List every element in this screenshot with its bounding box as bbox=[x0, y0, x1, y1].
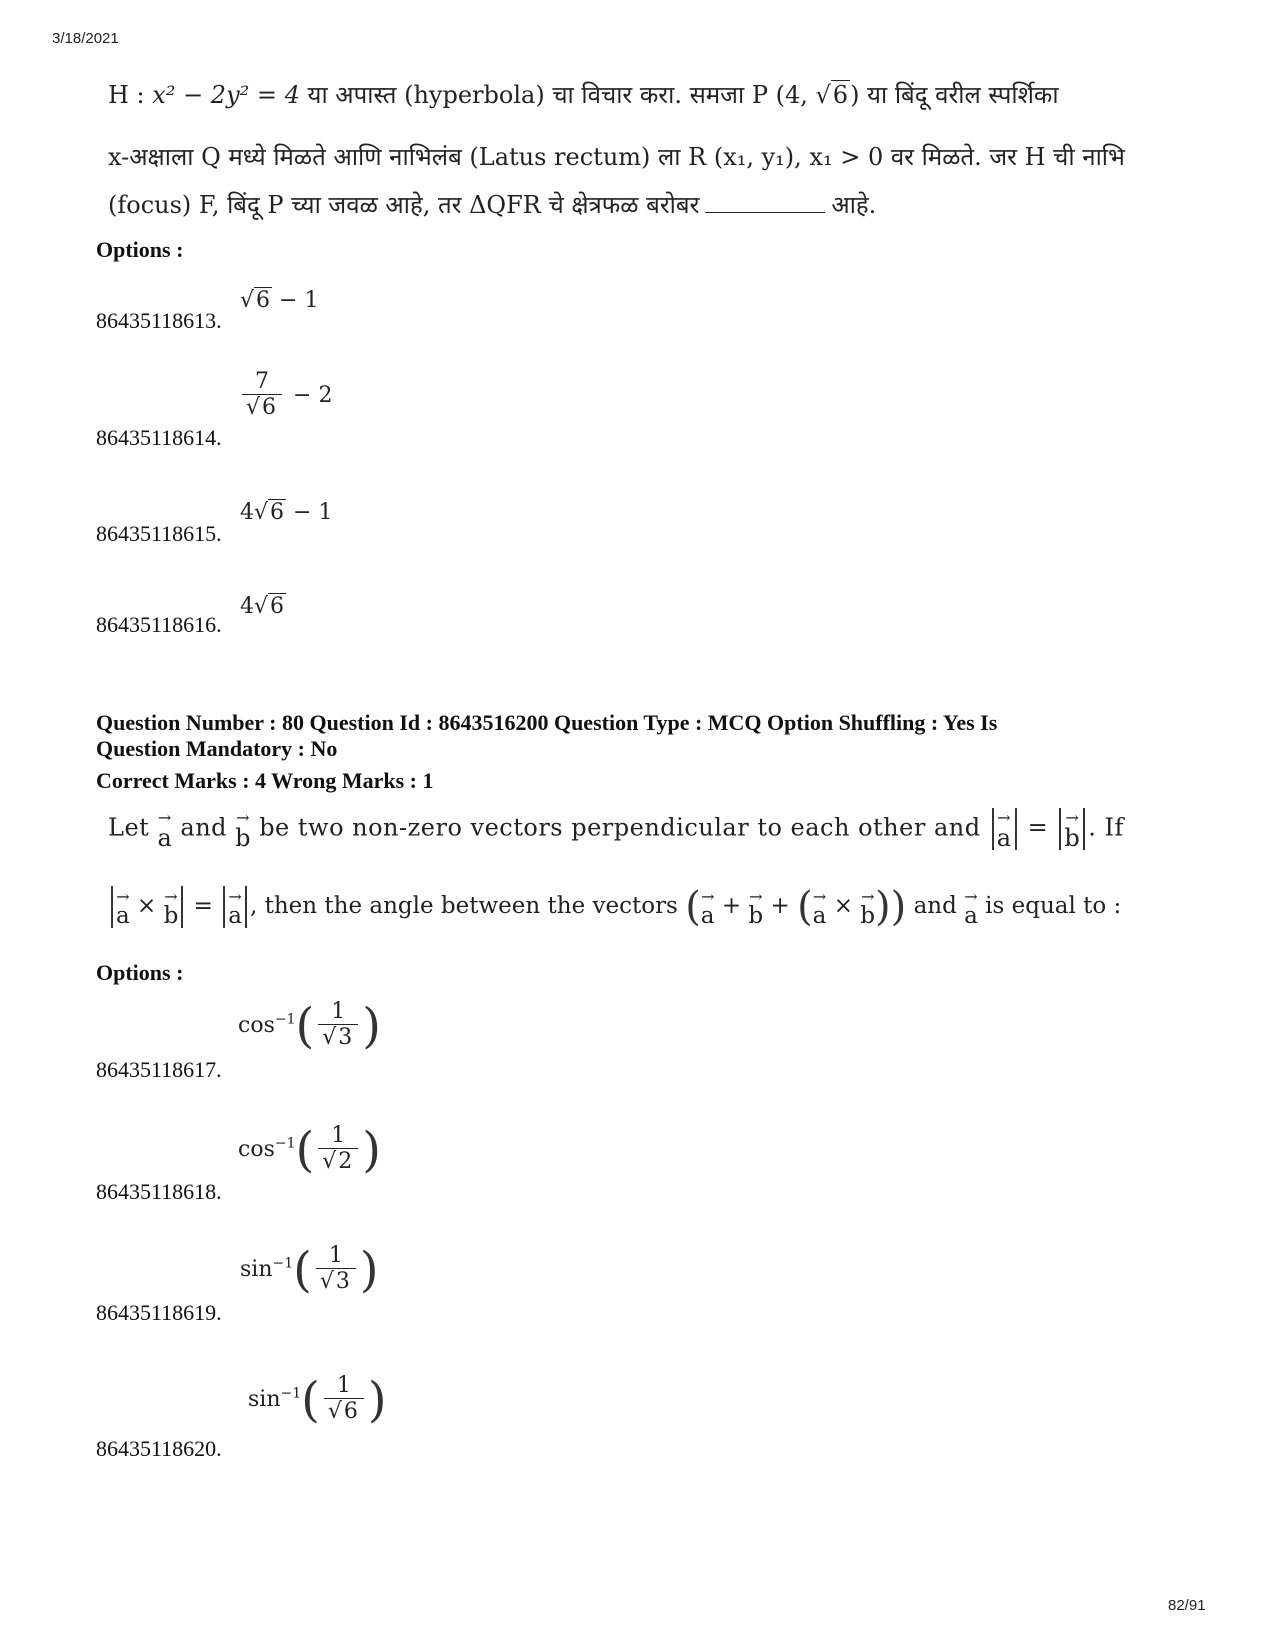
options-label: Options : bbox=[96, 960, 184, 985]
q79-line-2: x-अक्षाला Q मध्ये मिळते आणि नाभिलंब (Latus rectum) ला R (x₁, y₁), x₁ > 0 वर मिळते. जर H ची नाभि bbox=[108, 143, 1125, 171]
option-id: 86435118617. bbox=[96, 1057, 222, 1082]
option-id: 86435118618. bbox=[96, 1179, 222, 1204]
q79-line-3: (focus) F, बिंदू P च्या जवळ आहे, तर ΔQFR चे क्षेत्रफळ बरोबर आहे. bbox=[108, 191, 877, 219]
option-id: 86435118615. bbox=[96, 521, 222, 546]
q80-line-2: → a × → b = → a , then the angle between the vectors ( → a + → b + ( → a × → b )) and → a is equal to : bbox=[108, 886, 1121, 928]
option-value: $\cos^{-1}$( $\frac{1}{√2}$ ) bbox=[238, 1121, 381, 1178]
option-value: $\cos^{-1}$( $\frac{1}{√3}$ ) bbox=[238, 997, 381, 1054]
option-value: √6 − 1 bbox=[240, 288, 319, 313]
sqrt: √6 bbox=[815, 81, 849, 109]
option-id: 86435118620. bbox=[96, 1436, 222, 1461]
hyperbola-equation: x² − 2y² = 4 bbox=[152, 81, 300, 109]
question-marks: Correct Marks : 4 Wrong Marks : 1 bbox=[96, 768, 434, 793]
question-meta-line-2: Question Mandatory : No bbox=[96, 736, 338, 761]
print-date: 3/18/2021 bbox=[52, 30, 119, 47]
option-value: 4√6 bbox=[240, 594, 285, 619]
option-value: $\sin^{-1}$( $\frac{1}{√6}$ ) bbox=[248, 1371, 387, 1428]
q79-line-1: H : x² − 2y² = 4 या अपास्त (hyperbola) चा विचार करा. समजा P (4, √6) या बिंदू वरील स्पर्शिका bbox=[108, 81, 1059, 109]
vector-b: → b bbox=[235, 808, 252, 852]
option-value: 4√6 − 1 bbox=[240, 500, 333, 525]
q80-line-1: Let → a and → b be two non-zero vectors perpendicular to each other and → a = → b . If bbox=[108, 808, 1124, 852]
option-value: $\sin^{-1}$( $\frac{1}{√3}$ ) bbox=[240, 1241, 379, 1298]
question-meta-line-1: Question Number : 80 Question Id : 8643516200 Question Type : MCQ Option Shuffling : Yes Is bbox=[96, 710, 998, 735]
answer-blank bbox=[705, 211, 825, 213]
vector-a: → a bbox=[157, 808, 173, 852]
option-id: 86435118613. bbox=[96, 308, 222, 333]
page-number: 82/91 bbox=[1168, 1597, 1206, 1614]
option-id: 86435118619. bbox=[96, 1300, 222, 1325]
option-value: $\frac{7}{√6}$ − 2 bbox=[238, 370, 332, 422]
options-label: Options : bbox=[96, 237, 184, 262]
option-id: 86435118616. bbox=[96, 612, 222, 637]
option-id: 86435118614. bbox=[96, 425, 222, 450]
